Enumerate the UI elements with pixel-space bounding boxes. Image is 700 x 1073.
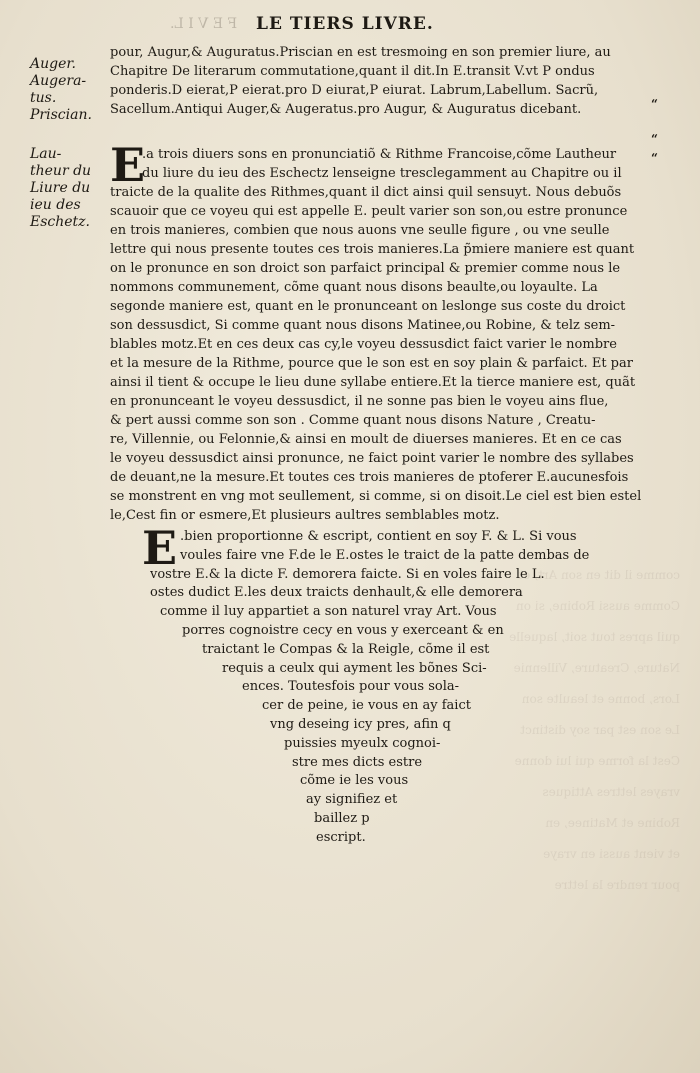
text-line: vostre E.& la dicte F. demorera faicte. Si en voles faire le L. bbox=[150, 566, 545, 582]
text-line: ostes dudict E.les deux traicts denhault,& elle demorera bbox=[150, 585, 523, 601]
text-line: requis a ceulx qui ayment les bõnes Sci- bbox=[222, 660, 487, 676]
text-line: ponderis.D eierat,P eierat.pro D eiurat,P eiurat. Labrum,Labellum. Sacrũ, bbox=[110, 83, 599, 98]
margin-note-line: Priscian. bbox=[30, 107, 92, 123]
drop-cap: E bbox=[142, 521, 178, 575]
text-line: se monstrent en vng mot seullement, si comme, si on disoit.Le ciel est bien estel bbox=[110, 489, 642, 504]
show-through-line: Cest la forme qui lui donne bbox=[514, 754, 680, 768]
margin-note-line: Auger. bbox=[30, 56, 76, 72]
text-line: escript. bbox=[316, 829, 366, 845]
drop-cap: E bbox=[110, 138, 146, 192]
text-line: lettre qui nous presente toutes ces trois manieres.La p̃miere maniere est quant bbox=[110, 242, 635, 257]
margin-note-lautheur bbox=[30, 146, 91, 231]
text-line: en pronunceant le voyeu dessusdict, il ne sonne pas bien le voyeu ains flue, bbox=[110, 394, 609, 409]
text-line: ay signifiez et bbox=[306, 792, 398, 808]
text-line: son dessusdict, Si comme quant nous disons Matinee,ou Robine, & telz sem- bbox=[110, 318, 616, 333]
text-line: traicte de la qualite des Rithmes,quant il dict ainsi quil sensuyt. Nous debuõs bbox=[110, 185, 622, 200]
quote-mark: “ bbox=[651, 151, 658, 165]
show-through-line: pour rendre la lettre bbox=[554, 878, 680, 892]
show-through-line: Lors, bonne et leaulte son bbox=[521, 692, 680, 706]
text-line: du liure du ieu des Eschectz lenseigne tresclegamment au Chapitre ou il bbox=[142, 166, 622, 181]
text-line: Chapitre De literarum commutatione,quant il dit.In E.transit V.vt P ondus bbox=[110, 64, 595, 79]
text-line: voules faire vne F.de le E.ostes le traict de la patte dembas de bbox=[180, 547, 590, 563]
text-line: re, Villennie, ou Felonnie,& ainsi en moult de diuerses manieres. Et en ce cas bbox=[110, 432, 622, 447]
paragraph-priscian bbox=[110, 43, 655, 119]
show-through-line: Robine et Matinee, en bbox=[545, 816, 680, 830]
bleed-through-header: F E V I L. bbox=[170, 16, 238, 32]
text-line: & pert aussi comme son son . Comme quant nous disons Nature , Creatu- bbox=[110, 413, 596, 428]
text-line: nommons communement, cõme quant nous disons beaulte,ou loyaulte. La bbox=[110, 280, 598, 295]
margin-note-line: ieu des bbox=[30, 197, 81, 213]
text-line: traictant le Compas & la Reigle, cõme il est bbox=[202, 641, 490, 657]
show-through-line: vrayes lettres Attiques bbox=[542, 785, 680, 799]
margin-note-line: Lau- bbox=[30, 146, 62, 162]
text-line: puissies myeulx cognoi- bbox=[284, 735, 441, 751]
margin-note-line: Eschetz. bbox=[30, 214, 90, 230]
text-line: .bien proportionne & escript, contient en soy F. & L. Si vous bbox=[180, 529, 577, 544]
text-line: en trois manieres, combien que nous auons vne seulle figure , ou vne seulle bbox=[110, 223, 610, 238]
text-line: cer de peine, ie vous en ay faict bbox=[262, 698, 471, 714]
running-header: LE TIERS LIVRE. bbox=[256, 14, 434, 34]
text-line: .a trois diuers sons en pronunciatiõ & Rithme Francoise,cõme Lautheur bbox=[142, 147, 617, 162]
text-line: de deuant,ne la mesure.Et toutes ces trois manieres de ptoferer E.aucunesfois bbox=[110, 470, 629, 485]
margin-note-line: Augera- bbox=[30, 73, 87, 89]
text-line: ainsi il tient & occupe le lieu dune syllabe entiere.Et la tierce maniere est, quãt bbox=[110, 375, 636, 390]
show-through-line: Le son est par soy distinct bbox=[520, 723, 680, 737]
margin-note-line: theur du bbox=[30, 163, 92, 179]
quote-mark: “ bbox=[651, 97, 658, 111]
show-through-line: Comme aussi Robine, si on bbox=[516, 599, 680, 613]
text-line: porres cognoistre cecy en vous y exerceant & en bbox=[182, 622, 504, 638]
quote-mark: “ bbox=[651, 132, 658, 146]
text-line: segonde maniere est, quant en le pronunceant on leslonge sus coste du droict bbox=[110, 299, 626, 314]
margin-note-auger bbox=[30, 56, 92, 124]
text-line: scauoir que ce voyeu qui est appelle E. peult varier son son,ou estre pronunce bbox=[110, 204, 628, 219]
text-line: vng deseing icy pres, afin q bbox=[270, 716, 451, 732]
margin-note-line: Liure du bbox=[30, 180, 91, 196]
show-through-line: Nature, Creature, Villennie bbox=[513, 661, 680, 675]
paragraph-three-sounds bbox=[110, 138, 655, 525]
show-through-line: quil apres tout soit, laquelle bbox=[509, 630, 680, 644]
text-line: ences. Toutesfois pour vous sola- bbox=[242, 679, 460, 695]
text-line: pour, Augur,& Auguratus.Priscian en est tresmoing en son premier liure, au bbox=[110, 45, 611, 60]
show-through-line: et vient aussi en vraye bbox=[543, 847, 680, 861]
text-line: Sacellum.Antiqui Auger,& Augeratus.pro Augur, & Auguratus dicebant. bbox=[110, 102, 582, 117]
text-line: on le pronunce en son droict son parfaict principal & premier comme nous le bbox=[110, 261, 621, 276]
text-line: blables motz.Et en ces deux cas cy,le voyeu dessusdict faict varier le nombre bbox=[110, 337, 617, 352]
show-through-line: comme il dit en son Art, et bbox=[518, 568, 680, 582]
text-line: baillez p bbox=[314, 810, 370, 826]
margin-note-line: tus. bbox=[30, 90, 57, 106]
text-line: comme il luy appartiet a son naturel vray Art. Vous bbox=[160, 604, 497, 620]
text-line: et la mesure de la Rithme, pource que le son est en soy plain & parfaict. Et par bbox=[110, 356, 633, 371]
text-line: cõme ie les vous bbox=[300, 773, 409, 789]
text-line: le,Cest fin or esmere,Et plusieurs aultres semblables motz. bbox=[110, 508, 500, 523]
text-line: stre mes dicts estre bbox=[292, 754, 423, 770]
paragraph-letter-e bbox=[142, 521, 610, 848]
text-line: le voyeu dessusdict ainsi pronunce, ne faict point varier le nombre des syllabes bbox=[110, 451, 634, 466]
